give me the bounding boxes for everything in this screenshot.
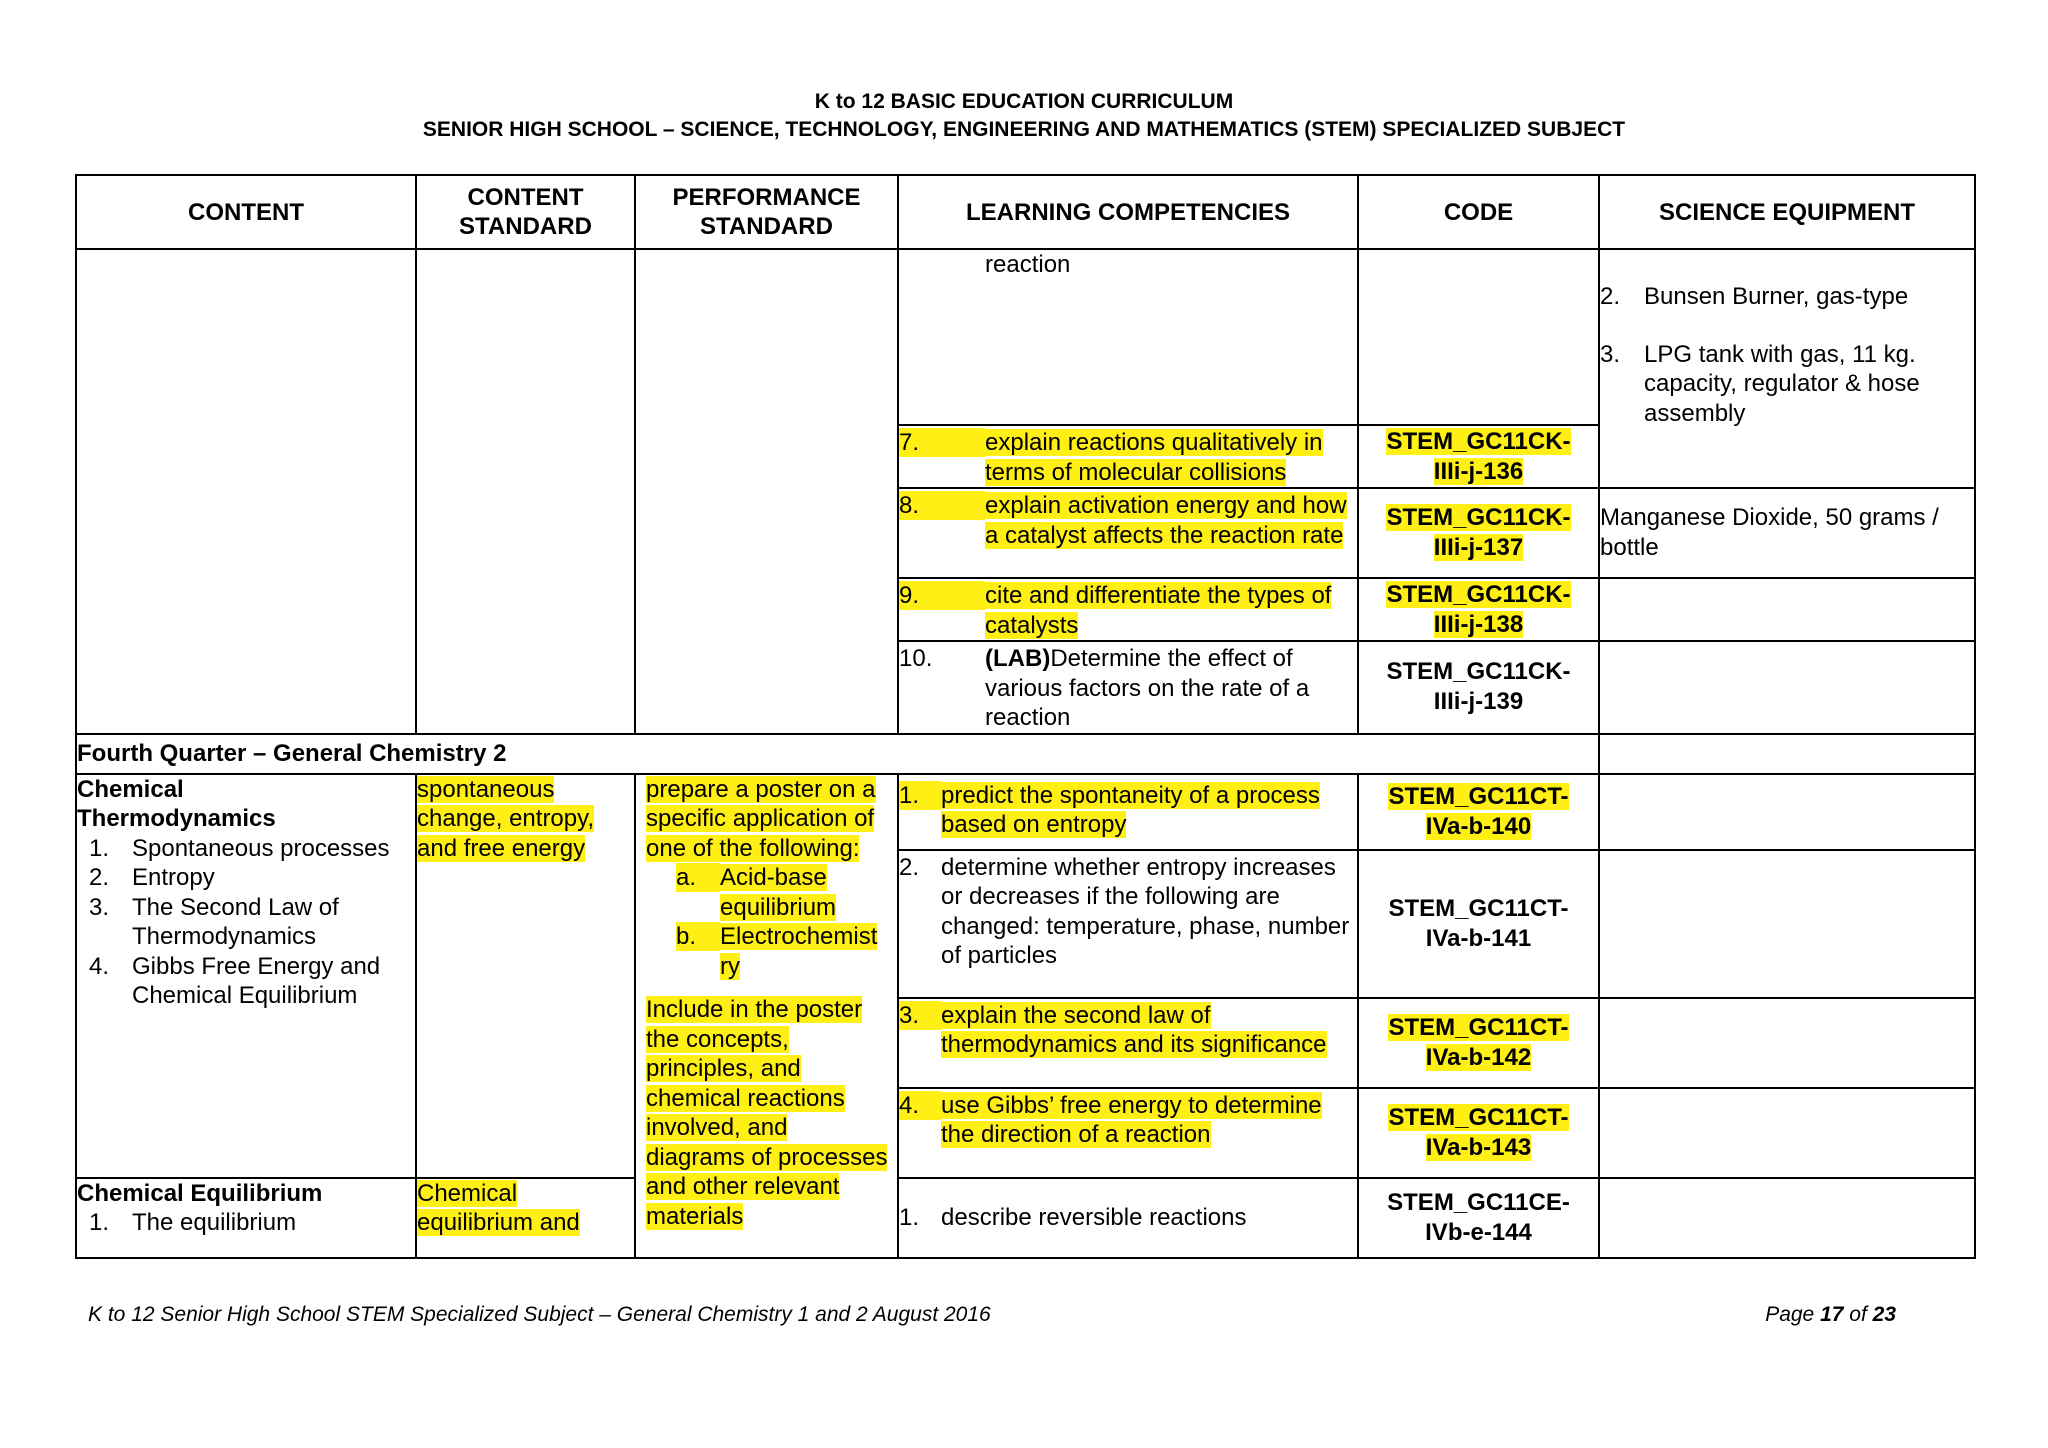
document-header	[0, 88, 2048, 144]
curriculum-table	[75, 174, 1976, 1259]
col-content-header: CONTENT	[76, 175, 416, 249]
competency-cell	[898, 249, 1358, 425]
performance-standard-cell: prepare a poster on a specific application of one of the following: a. Acid-base equilibrium b. Electrochemist ry Include in the poster the concepts, principles, and chemical reactions involved, and diagrams of processes and other relevant materials	[635, 774, 898, 1258]
code-cell: STEM_GC11CT- IVa-b-143	[1358, 1088, 1599, 1178]
list-item: 2. Bunsen Burner, gas-type	[1600, 283, 1909, 310]
content-title: Chemical Thermodynamics	[77, 775, 276, 832]
competency-cell	[898, 578, 1358, 641]
competency-item: 4. use Gibbs’ free energy to determine the direction of a reaction	[899, 1091, 1322, 1148]
equipment-cell-empty	[1599, 774, 1975, 850]
content-cell	[76, 1178, 416, 1258]
competency-item: 7. explain reactions qualitatively in terms of molecular collisions	[899, 429, 1323, 486]
content-standard-cell: spontaneous change, entropy, and free energy	[416, 774, 635, 1178]
col-learning-competencies-header: LEARNING COMPETENCIES	[898, 175, 1358, 249]
content-standard-cell: Chemical equilibrium and	[416, 1178, 635, 1258]
competency-item: 9. cite and differentiate the types of catalysts	[899, 582, 1332, 639]
code-cell: STEM_GC11CK- IIIi-j-137	[1358, 488, 1599, 578]
table-row	[76, 249, 1975, 425]
content-list	[77, 834, 415, 1011]
competency-item: 2. determine whether entropy increases or decreases if the following are changed: temperature, phase, number of particles	[899, 853, 1350, 969]
competency-cell	[898, 641, 1358, 734]
table-row	[76, 1178, 1975, 1258]
footer-text: K to 12 Senior High School STEM Specialized Subject – General Chemistry 1 and 2 August 2016	[88, 1303, 991, 1326]
content-list	[77, 1208, 415, 1238]
code-cell: STEM_GC11CK- IIIi-j-138	[1358, 578, 1599, 641]
quarter-title: Fourth Quarter – General Chemistry 2	[76, 734, 1599, 774]
list-item: 1. The equilibrium	[89, 1209, 297, 1236]
equipment-cell-empty	[1599, 734, 1975, 774]
competency-item: 1. describe reversible reactions	[899, 1203, 1247, 1231]
code-cell: STEM_GC11CT- IVa-b-140	[1358, 774, 1599, 850]
competency-cell	[898, 1178, 1358, 1258]
list-item: 1. Spontaneous processes	[89, 834, 390, 862]
list-item: b. Electrochemist ry	[676, 923, 878, 980]
competency-item: 3. explain the second law of thermodynamics and its significance	[899, 1001, 1327, 1058]
equipment-list	[1600, 282, 1974, 428]
equipment-cell-empty	[1599, 1178, 1975, 1258]
col-code-header: CODE	[1358, 175, 1599, 249]
equipment-cell-empty	[1599, 850, 1975, 998]
equipment-cell-empty	[1599, 998, 1975, 1088]
competency-cell	[898, 488, 1358, 578]
competency-item: 1. predict the spontaneity of a process based on entropy	[899, 781, 1320, 838]
header-line-1: K to 12 BASIC EDUCATION CURRICULUM	[814, 90, 1234, 113]
page-number: Page 17 of 23	[1765, 1303, 1896, 1326]
equipment-cell-empty	[1599, 641, 1975, 734]
equipment-cell: Manganese Dioxide, 50 grams / bottle	[1599, 488, 1975, 578]
competency-cell	[898, 425, 1358, 488]
list-item: a. Acid-base equilibrium	[676, 864, 837, 921]
competency-cell	[898, 774, 1358, 850]
equipment-cell-empty	[1599, 1088, 1975, 1178]
competency-cell	[898, 850, 1358, 998]
code-cell-empty	[1358, 249, 1599, 425]
list-item: 3. The Second Law of Thermodynamics	[89, 893, 339, 950]
list-item: 2. Entropy	[89, 864, 215, 891]
table-header-row	[76, 175, 1975, 249]
competency-cell	[898, 1088, 1358, 1178]
col-content-standard-header: CONTENT STANDARD	[416, 175, 635, 249]
equipment-cell-empty	[1599, 578, 1975, 641]
performance-standard-cell-empty	[635, 249, 898, 734]
content-standard-cell-empty	[416, 249, 635, 734]
code-cell: STEM_GC11CE- IVb-e-144	[1358, 1178, 1599, 1258]
col-science-equipment-header: SCIENCE EQUIPMENT	[1599, 175, 1975, 249]
code-cell: STEM_GC11CK- IIIi-j-136	[1358, 425, 1599, 488]
list-item: 4. Gibbs Free Energy and Chemical Equilibrium	[89, 952, 381, 1009]
equipment-cell	[1599, 249, 1975, 488]
header-line-2: SENIOR HIGH SCHOOL – SCIENCE, TECHNOLOGY, ENGINEERING AND MATHEMATICS (STEM) SPECIALIZED SUBJECT	[422, 118, 1626, 141]
code-cell: STEM_GC11CT- IVa-b-142	[1358, 998, 1599, 1088]
list-item: 3. LPG tank with gas, 11 kg. capacity, regulator & hose assembly	[1600, 340, 1920, 427]
table-row	[76, 774, 1975, 850]
content-cell	[76, 774, 416, 1178]
content-cell-empty	[76, 249, 416, 734]
competency-text: reaction	[985, 251, 1071, 278]
code-cell: STEM_GC11CK- IIIi-j-139	[1358, 641, 1599, 734]
competency-item: 10. (LAB)Determine the effect of various factors on the rate of a reaction	[899, 645, 1310, 731]
code-cell: STEM_GC11CT- IVa-b-141	[1358, 850, 1599, 998]
content-title: Chemical Equilibrium	[77, 1179, 323, 1207]
quarter-heading-row	[76, 734, 1975, 774]
competency-item: 8. explain activation energy and how a catalyst affects the reaction rate	[899, 492, 1347, 549]
col-performance-standard-header: PERFORMANCE STANDARD	[635, 175, 898, 249]
competency-cell	[898, 998, 1358, 1088]
